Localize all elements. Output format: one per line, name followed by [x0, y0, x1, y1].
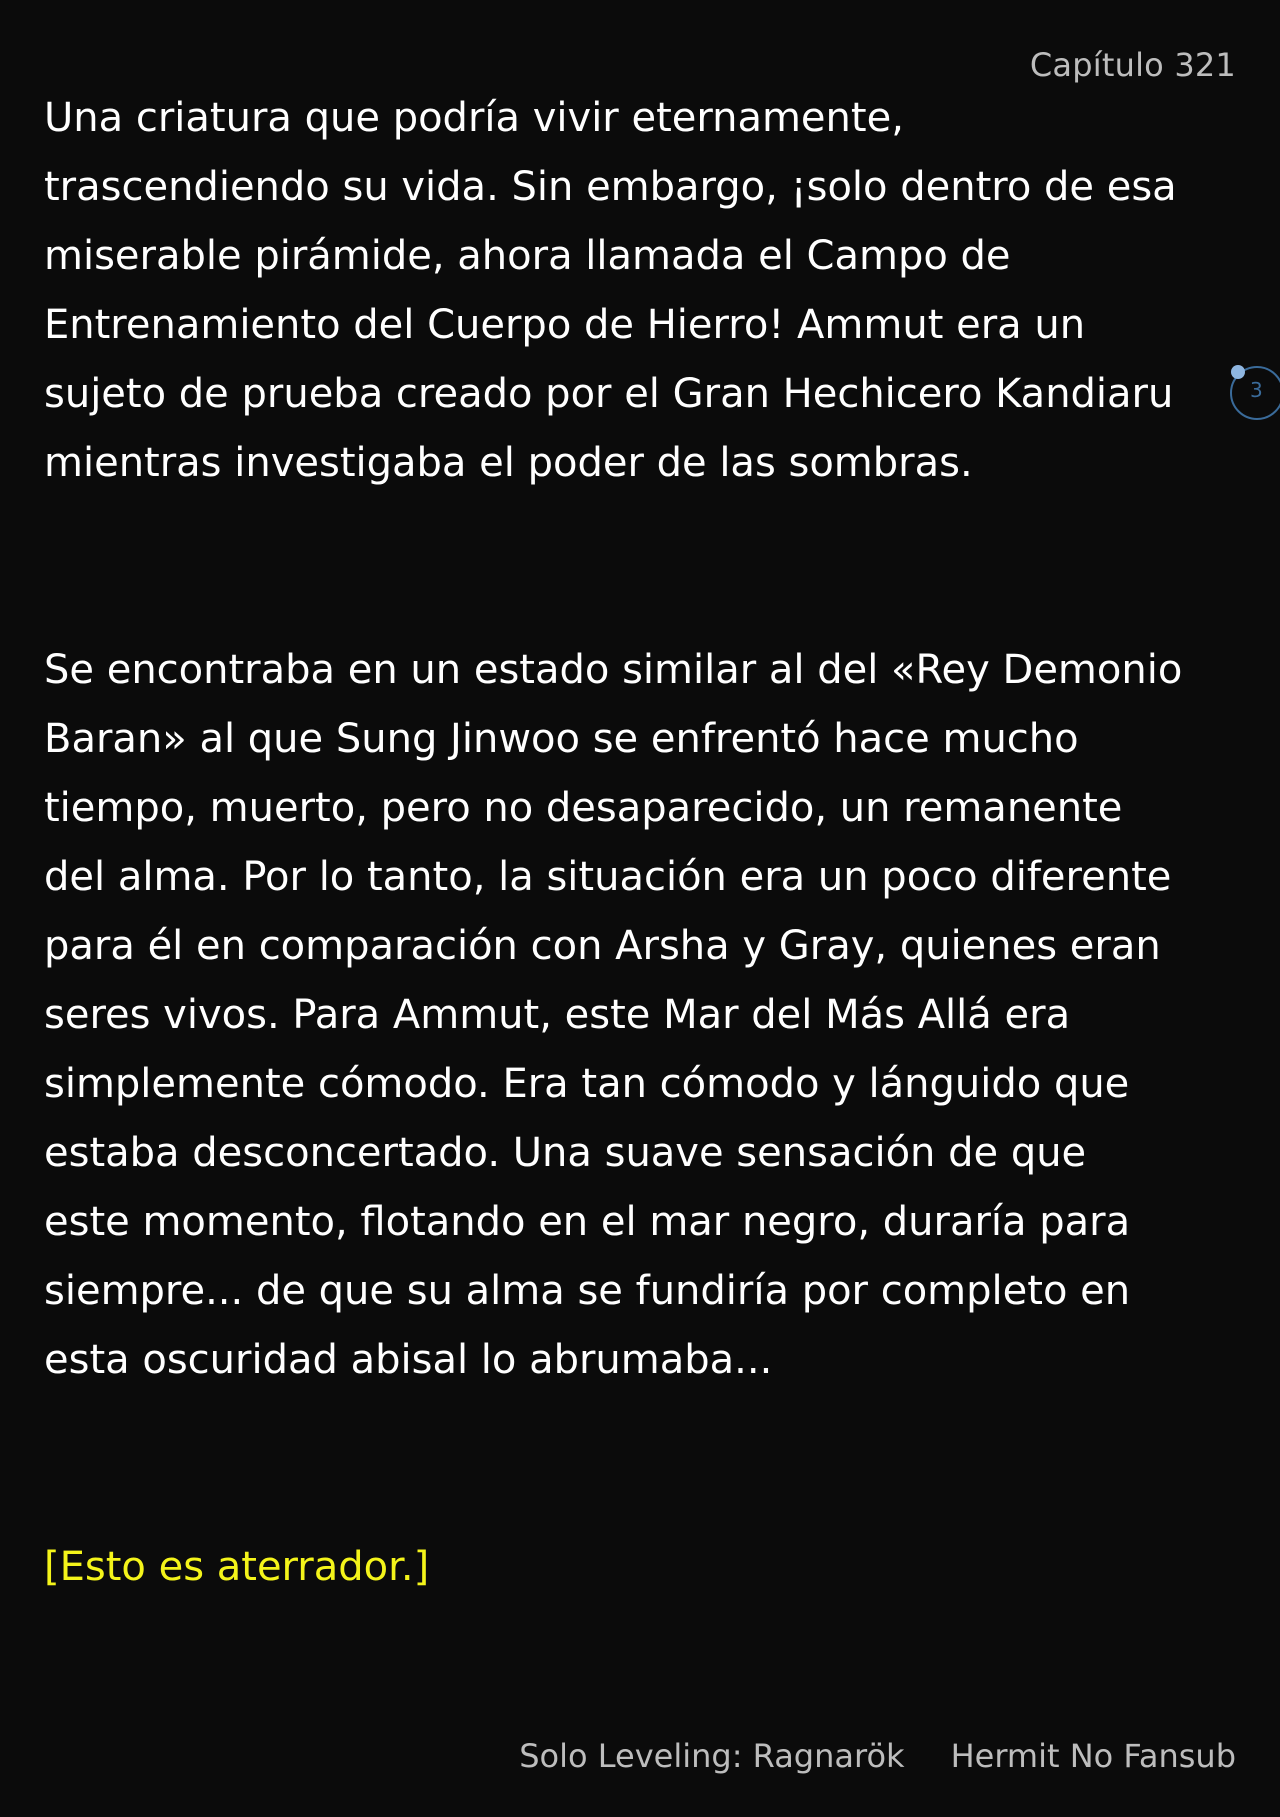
progress-handle-icon[interactable]	[1231, 365, 1245, 379]
novel-title: Solo Leveling: Ragnarök	[519, 1737, 905, 1775]
reading-content	[44, 84, 1234, 1602]
progress-count: 3	[1250, 378, 1263, 402]
chapter-label: Capítulo 321	[1029, 46, 1236, 84]
translator-credit: Hermit No Fansub	[950, 1737, 1236, 1775]
paragraph: Se encontraba en un estado similar al del «Rey Demonio Baran» al que Sung Jinwoo se enfrentó hace mucho tiempo, muerto, pero no desaparecido, un remanente del alma. Por lo tanto, la situación era un poco diferente para él en comparación con Arsha y Gray, quienes eran seres vivos. Para Ammut, este Mar del Más Allá era simplemente cómodo. Era tan cómodo y lánguido que estaba desconcertado. Una suave sensación de que este momento, flotando en el mar negro, duraría para siempre... de que su alma se fundiría por completo en esta oscuridad abisal lo abrumaba...	[44, 647, 1183, 1383]
system-message: [Esto es aterrador.]	[44, 1544, 430, 1590]
footer	[519, 1737, 1236, 1775]
paragraph: Una criatura que podría vivir eternamente, trascendiendo su vida. Sin embargo, ¡solo dentro de esa miserable pirámide, ahora llamada el Campo de Entrenamiento del Cuerpo de Hierro! Ammut era un sujeto de prueba creado por el Gran Hechicero Kandiaru mientras investigaba el poder de las sombras.	[44, 95, 1177, 486]
